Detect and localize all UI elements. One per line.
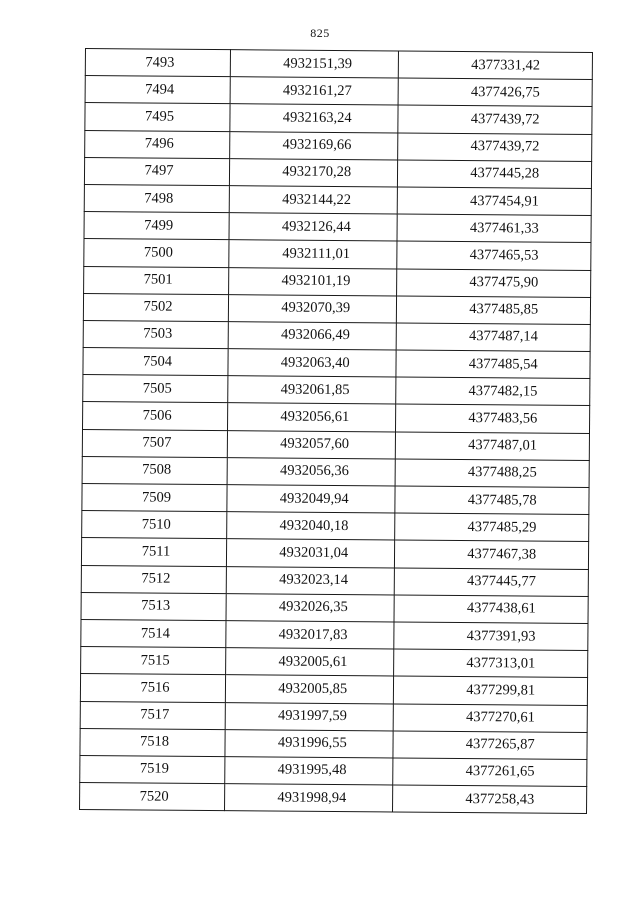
y-coordinate-cell: 4377483,56	[396, 404, 590, 433]
point-id-cell: 7513	[81, 592, 226, 620]
point-id-cell: 7504	[83, 348, 228, 376]
y-coordinate-cell: 4377487,01	[396, 432, 590, 461]
y-coordinate-cell: 4377461,33	[397, 214, 591, 243]
y-coordinate-cell: 4377467,38	[395, 540, 589, 569]
x-coordinate-cell: 4932126,44	[229, 213, 398, 242]
point-id-cell: 7507	[82, 429, 227, 457]
table-row	[80, 783, 587, 814]
x-coordinate-cell: 4932031,04	[226, 539, 395, 568]
point-id-cell: 7501	[84, 266, 229, 294]
y-coordinate-cell: 4377439,72	[398, 105, 592, 134]
point-id-cell: 7509	[82, 483, 227, 511]
point-id-cell: 7496	[85, 130, 230, 158]
x-coordinate-cell: 4932161,27	[230, 77, 399, 106]
table-row	[80, 755, 587, 786]
table-row	[81, 647, 588, 678]
table-row	[80, 728, 587, 759]
x-coordinate-cell: 4931998,94	[225, 784, 394, 813]
table-row	[81, 565, 588, 596]
table-row	[81, 538, 588, 569]
x-coordinate-cell: 4931995,48	[225, 756, 394, 785]
x-coordinate-cell: 4932151,39	[230, 50, 399, 79]
point-id-cell: 7503	[83, 320, 228, 348]
coordinates-table	[79, 48, 593, 814]
x-coordinate-cell: 4932023,14	[226, 566, 395, 595]
point-id-cell: 7518	[80, 728, 225, 756]
table-row	[81, 592, 588, 623]
page-number: 825	[310, 26, 330, 40]
point-id-cell: 7511	[81, 538, 226, 566]
table-row	[84, 239, 591, 270]
x-coordinate-cell: 4931996,55	[225, 729, 394, 758]
coordinates-table-body	[80, 49, 593, 814]
y-coordinate-cell: 4377465,53	[397, 241, 591, 270]
y-coordinate-cell: 4377482,15	[396, 377, 590, 406]
point-id-cell: 7497	[84, 157, 229, 185]
point-id-cell: 7512	[81, 565, 226, 593]
table-row	[84, 184, 591, 215]
x-coordinate-cell: 4932040,18	[227, 512, 396, 541]
x-coordinate-cell: 4932005,85	[225, 675, 394, 704]
y-coordinate-cell: 4377438,61	[394, 595, 588, 624]
y-coordinate-cell: 4377487,14	[397, 323, 591, 352]
point-id-cell: 7515	[81, 647, 226, 675]
point-id-cell: 7514	[81, 619, 226, 647]
table-row	[83, 375, 590, 406]
x-coordinate-cell: 4932101,19	[229, 267, 398, 296]
x-coordinate-cell: 4932056,61	[228, 403, 397, 432]
y-coordinate-cell: 4377258,43	[393, 785, 587, 814]
point-id-cell: 7499	[84, 212, 229, 240]
x-coordinate-cell: 4932170,28	[229, 158, 398, 187]
point-id-cell: 7516	[80, 674, 225, 702]
point-id-cell: 7505	[83, 375, 228, 403]
y-coordinate-cell: 4377454,91	[398, 187, 592, 216]
x-coordinate-cell: 4932026,35	[226, 593, 395, 622]
x-coordinate-cell: 4932111,01	[229, 240, 398, 269]
point-id-cell: 7495	[85, 103, 230, 131]
y-coordinate-cell: 4377488,25	[395, 459, 589, 488]
table-row	[84, 266, 591, 297]
point-id-cell: 7510	[82, 511, 227, 539]
x-coordinate-cell: 4932063,40	[228, 349, 397, 378]
y-coordinate-cell: 4377265,87	[393, 731, 587, 760]
x-coordinate-cell: 4932057,60	[227, 430, 396, 459]
point-id-cell: 7498	[84, 184, 229, 212]
table-row	[81, 619, 588, 650]
table-row	[82, 483, 589, 514]
point-id-cell: 7519	[80, 755, 225, 783]
point-id-cell: 7493	[85, 49, 230, 77]
y-coordinate-cell: 4377439,72	[398, 133, 592, 162]
y-coordinate-cell: 4377299,81	[394, 676, 588, 705]
point-id-cell: 7502	[83, 293, 228, 321]
y-coordinate-cell: 4377391,93	[394, 622, 588, 651]
x-coordinate-cell: 4932070,39	[228, 294, 397, 323]
y-coordinate-cell: 4377485,85	[397, 296, 591, 325]
point-id-cell: 7500	[84, 239, 229, 267]
y-coordinate-cell: 4377426,75	[398, 78, 592, 107]
table-row	[83, 348, 590, 379]
point-id-cell: 7506	[83, 402, 228, 430]
y-coordinate-cell: 4377445,77	[395, 568, 589, 597]
table-row	[82, 429, 589, 460]
y-coordinate-cell: 4377485,29	[395, 513, 589, 542]
y-coordinate-cell: 4377313,01	[394, 649, 588, 678]
y-coordinate-cell: 4377331,42	[399, 51, 593, 80]
table-row	[85, 49, 592, 80]
x-coordinate-cell: 4932066,49	[228, 322, 397, 351]
table-row	[80, 674, 587, 705]
x-coordinate-cell: 4932017,83	[226, 621, 395, 650]
table-row	[84, 157, 591, 188]
x-coordinate-cell: 4932049,94	[227, 485, 396, 514]
x-coordinate-cell: 4932056,36	[227, 457, 396, 486]
table-row	[84, 212, 591, 243]
point-id-cell: 7494	[85, 76, 230, 104]
point-id-cell: 7508	[82, 456, 227, 484]
y-coordinate-cell: 4377261,65	[393, 758, 587, 787]
x-coordinate-cell: 4932169,66	[230, 131, 399, 160]
table-row	[85, 103, 592, 134]
x-coordinate-cell: 4932005,61	[226, 648, 395, 677]
y-coordinate-cell: 4377485,78	[395, 486, 589, 515]
table-row	[85, 76, 592, 107]
table-row	[82, 511, 589, 542]
table-row	[85, 130, 592, 161]
y-coordinate-cell: 4377270,61	[394, 703, 588, 732]
y-coordinate-cell: 4377485,54	[396, 350, 590, 379]
x-coordinate-cell: 4931997,59	[225, 702, 394, 731]
table-row	[83, 402, 590, 433]
table-row	[80, 701, 587, 732]
point-id-cell: 7517	[80, 701, 225, 729]
table-row	[83, 320, 590, 351]
table-row	[82, 456, 589, 487]
y-coordinate-cell: 4377475,90	[397, 268, 591, 297]
y-coordinate-cell: 4377445,28	[398, 160, 592, 189]
x-coordinate-cell: 4932163,24	[230, 104, 399, 133]
x-coordinate-cell: 4932144,22	[229, 186, 398, 215]
table-row	[83, 293, 590, 324]
point-id-cell: 7520	[80, 783, 225, 811]
x-coordinate-cell: 4932061,85	[228, 376, 397, 405]
